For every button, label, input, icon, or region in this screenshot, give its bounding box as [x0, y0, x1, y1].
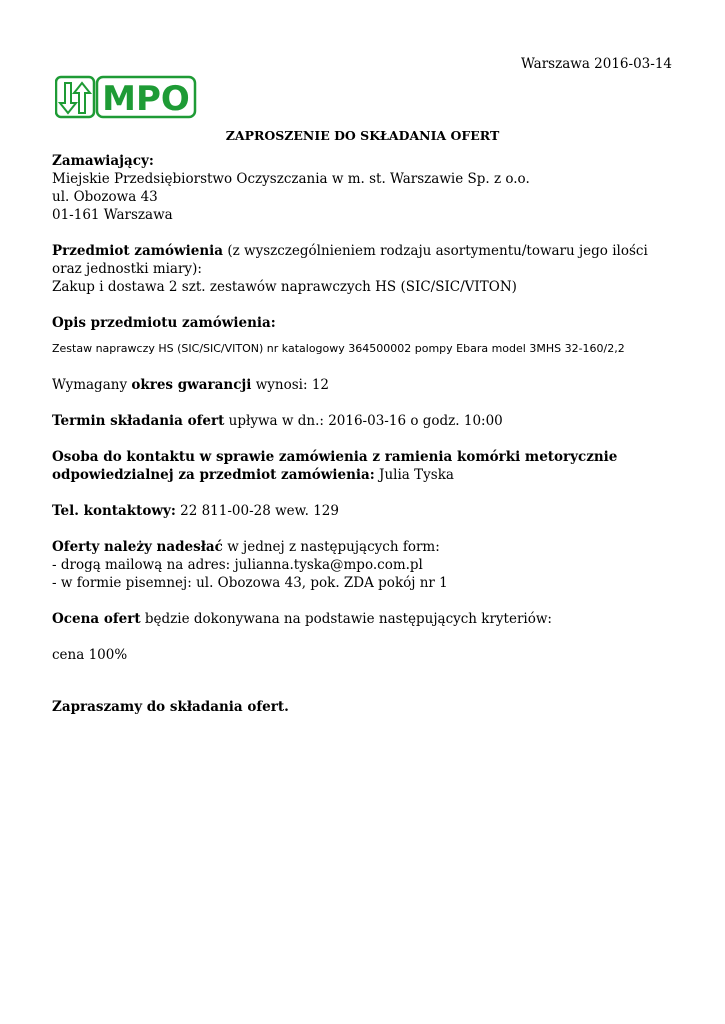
evaluation-section: [52, 610, 677, 628]
offers-postal-line: - w formie pisemnej: ul. Obozowa 43, pok. ZDA pokój nr 1: [52, 575, 448, 591]
ordering-party-name: Miejskie Przedsiębiorstwo Oczyszczania w m. st. Warszawie Sp. z o.o.: [52, 171, 530, 187]
mpo-logo: [55, 75, 197, 119]
place-date: Warszawa 2016-03-14: [520, 56, 672, 72]
subject-label: Przedmiot zamówienia: [52, 243, 224, 259]
contact-label: Osoba do kontaktu w sprawie zamówienia z ramienia komórki metorycznie odpowiedzialnej za przedmiot zamówienia:: [52, 449, 618, 483]
closing-section: [52, 698, 677, 716]
evaluation-criterion: cena 100%: [52, 647, 128, 663]
criterion-section: [52, 646, 677, 664]
subject-section: [52, 242, 677, 296]
phone-section: [52, 502, 677, 520]
document-title: ZAPROSZENIE DO SKŁADANIA OFERT: [225, 128, 500, 143]
warranty-section: [52, 376, 677, 394]
logo-text: MPO: [102, 79, 190, 119]
description-section: [52, 314, 677, 358]
evaluation-label: Ocena ofert: [52, 611, 141, 627]
deadline-value: upływa w dn.: 2016-03-16 o godz. 10:00: [224, 413, 503, 429]
document-body: [52, 152, 677, 734]
warranty-prefix: Wymagany: [52, 377, 132, 393]
description-label: Opis przedmiotu zamówienia:: [52, 315, 276, 331]
evaluation-value: będzie dokonywana na podstawie następujących kryteriów:: [140, 611, 552, 627]
subject-value: Zakup i dostawa 2 szt. zestawów naprawczych HS (SIC/SIC/VITON): [52, 279, 517, 295]
ordering-party-label: Zamawiający:: [52, 153, 154, 169]
offers-email-line: - drogą mailową na adres: julianna.tyska@mpo.com.pl: [52, 557, 423, 573]
phone-label: Tel. kontaktowy:: [52, 503, 176, 519]
deadline-label: Termin składania ofert: [52, 413, 225, 429]
warranty-label: okres gwarancji: [131, 377, 252, 393]
contact-value: Julia Tyska: [374, 467, 454, 483]
description-value: Zestaw naprawczy HS (SIC/SIC/VITON) nr katalogowy 364500002 pompy Ebara model 3MHS 32-160/2,2: [52, 342, 625, 355]
ordering-party-street: ul. Obozowa 43: [52, 189, 158, 205]
subject-note: (z wyszczególnieniem rodzaju asortymentu/towaru jego ilości oraz jednostki miary):: [52, 243, 648, 277]
ordering-party-section: [52, 152, 677, 224]
offers-value: w jednej z następujących form:: [222, 539, 440, 555]
offers-label: Oferty należy nadesłać: [52, 539, 223, 555]
deadline-section: [52, 412, 677, 430]
phone-value: 22 811-00-28 wew. 129: [175, 503, 339, 519]
warranty-value: wynosi: 12: [251, 377, 329, 393]
contact-section: [52, 448, 677, 484]
closing-text: Zapraszamy do składania ofert.: [52, 699, 289, 715]
offers-section: [52, 538, 677, 592]
ordering-party-city: 01-161 Warszawa: [52, 207, 173, 223]
